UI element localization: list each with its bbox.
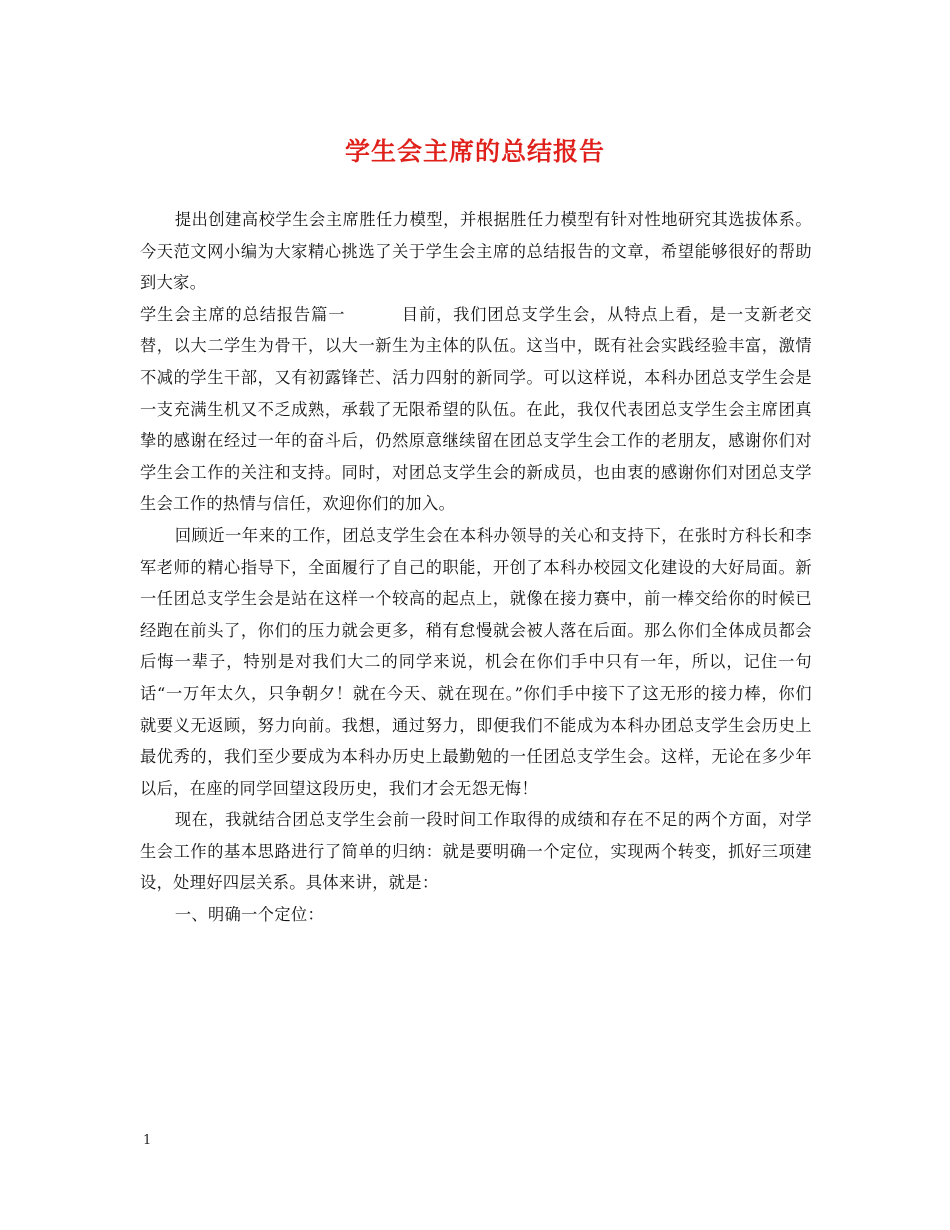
paragraph-2: 回顾近一年来的工作，团总支学生会在本科办领导的关心和支持下，在张时方科长和李军老师的精心指导下，全面履行了自己的职能，开创了本科办校园文化建设的大好局面。新一任团总支学生会是站在这样一个较高的起点上，就像在接力赛中，前一棒交给你的时候已经跑在前头了，你们的压力就会更多，稍有怠慢就会被人落在后面。那么你们全体成员都会后悔一辈子，特别是对我们大二的同学来说，机会在你们手中只有一年，所以，记住一句话“一万年太久，只争朝夕！就在今天、就在现在。”你们手中接下了这无形的接力棒，你们就要义无返顾，努力向前。我想，通过努力，即便我们不能成为本科办团总支学生会历史上最优秀的，我们至少要成为本科办历史上最勤勉的一任团总支学生会。这样，无论在多少年以后，在座的同学回望这段历史，我们才会无怨无悔！ — [140, 525, 812, 798]
paragraph-3: 现在，我就结合团总支学生会前一段时间工作取得的成绩和存在不足的两个方面，对学生会工作的基本思路进行了简单的归纳：就是要明确一个定位，实现两个转变，抓好三项建设，处理好四层关系。具体来讲，就是： — [140, 810, 812, 893]
paragraph-4: 一、明确一个定位： — [174, 905, 325, 925]
document-body — [140, 204, 812, 931]
section-paragraph — [140, 299, 812, 520]
page-number: 1 — [143, 1133, 152, 1148]
document-title: 学生会主席的总结报告 — [344, 137, 605, 166]
paragraph-1: 目前，我们团总支学生会，从特点上看，是一支新老交替，以大二学生为骨干，以大一新生为主体的队伍。这当中，既有社会实践经验丰富，激情不减的学生干部，又有初露锋芒、活力四射的新同学。可以这样说，本科办团总支学生会是一支充满生机又不乏成熟，承载了无限希望的队伍。在此，我仅代表团总支学生会主席团真挚的感谢在经过一年的奋斗后，仍然原意继续留在团总支学生会工作的老朋友，感谢你们对学生会工作的关注和支持。同时，对团总支学生会的新成员，也由衷的感谢你们对团总支学生会工作的热情与信任，欢迎你们的加入。 — [140, 304, 812, 514]
intro-paragraph: 提出创建高校学生会主席胜任力模型，并根据胜任力模型有针对性地研究其选拔体系。今天范文网小编为大家精心挑选了关于学生会主席的总结报告的文章，希望能够很好的帮助到大家。 — [140, 210, 812, 293]
section-heading: 学生会主席的总结报告篇一 — [140, 304, 346, 324]
